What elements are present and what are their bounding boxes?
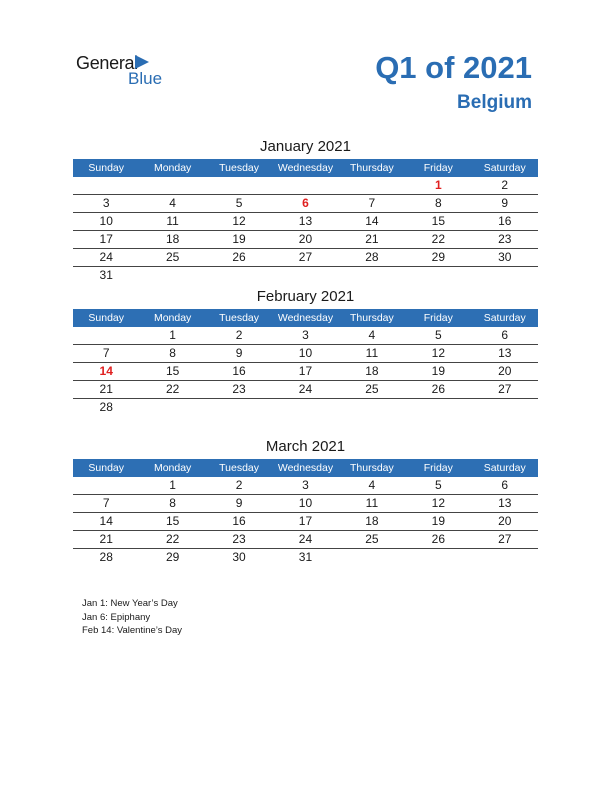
- day-cell: 4: [169, 196, 176, 210]
- empty-day-cell: [206, 399, 272, 416]
- day-cell: 1: [434, 178, 442, 192]
- day-cell: 2: [235, 478, 243, 492]
- day-cell: 9: [235, 496, 243, 510]
- week-rows: [73, 327, 538, 416]
- day-cell: 13: [298, 214, 313, 228]
- weekday-label: Friday: [423, 312, 453, 324]
- day-cell: 19: [431, 364, 445, 378]
- day-cell: 13: [498, 346, 512, 360]
- day-cell: 7: [102, 496, 110, 510]
- empty-day-cell: [405, 549, 471, 566]
- week-row: [73, 213, 538, 231]
- day-cell: 27: [498, 532, 512, 546]
- day-cell: 14: [365, 214, 379, 228]
- weekday-label: Sunday: [88, 462, 125, 474]
- day-cell: 8: [169, 346, 176, 360]
- day-cell: 10: [298, 346, 313, 360]
- week-rows: [73, 477, 538, 566]
- day-cell: 16: [498, 214, 512, 228]
- month-march: [73, 436, 538, 566]
- weekday-label: Monday: [153, 462, 192, 474]
- day-cell: 17: [99, 232, 113, 246]
- weekday-label: Friday: [423, 462, 453, 474]
- day-cell: 30: [498, 250, 512, 264]
- empty-day-cell: [472, 399, 538, 416]
- day-cell: 15: [165, 514, 180, 528]
- day-cell: 24: [298, 532, 313, 546]
- empty-day-cell: [206, 267, 272, 284]
- day-cell: 8: [169, 496, 176, 510]
- day-cell: 11: [365, 346, 379, 360]
- logo-triangle-icon: [135, 55, 149, 69]
- day-cell: 5: [235, 196, 243, 210]
- month-title: January 2021: [260, 138, 351, 155]
- weekday-label: Wednesday: [277, 162, 334, 174]
- empty-day-cell: [272, 267, 338, 284]
- month-january: [73, 136, 538, 284]
- logo-text-blue: Blue: [128, 69, 163, 88]
- week-row: [73, 267, 538, 284]
- day-cell: 9: [501, 196, 509, 210]
- day-cell: 4: [368, 478, 376, 492]
- empty-day-cell: [339, 177, 405, 194]
- day-cell: 23: [232, 382, 246, 396]
- brand-logo: [76, 52, 176, 92]
- day-cell: 24: [99, 250, 113, 264]
- empty-day-cell: [405, 267, 471, 284]
- day-cell: 19: [431, 514, 445, 528]
- day-cell: 26: [431, 532, 445, 546]
- week-row: [73, 249, 538, 267]
- day-cell: 15: [431, 214, 445, 228]
- day-cell: 28: [99, 400, 113, 414]
- empty-day-cell: [472, 267, 538, 284]
- weekday-label: Thursday: [350, 312, 394, 324]
- day-cell: 2: [235, 328, 243, 342]
- day-cell: 7: [368, 196, 376, 210]
- day-cell: 20: [498, 364, 512, 378]
- day-cell: 7: [102, 346, 110, 360]
- day-cell: 17: [298, 364, 313, 378]
- empty-day-cell: [339, 267, 405, 284]
- day-cell: 25: [365, 382, 379, 396]
- day-cell: 1: [169, 328, 176, 342]
- weekday-label: Sunday: [88, 312, 125, 324]
- page-title: Q1 of 2021: [375, 50, 532, 85]
- weekday-label: Thursday: [350, 162, 394, 174]
- holiday-item: Jan 6: Epiphany: [82, 611, 151, 623]
- day-cell: 21: [99, 532, 113, 546]
- weekday-label: Saturday: [483, 162, 526, 174]
- empty-day-cell: [73, 327, 139, 344]
- day-cell: 5: [434, 478, 442, 492]
- day-cell: 25: [165, 250, 180, 264]
- week-row: [73, 195, 538, 213]
- week-row: [73, 231, 538, 249]
- empty-day-cell: [339, 549, 405, 566]
- day-cell: 21: [365, 232, 379, 246]
- day-cell: 18: [165, 232, 180, 246]
- empty-day-cell: [272, 399, 338, 416]
- weekday-label: Saturday: [483, 312, 526, 324]
- week-row: [73, 531, 538, 549]
- day-cell: 12: [431, 346, 445, 360]
- day-cell: 1: [169, 478, 176, 492]
- empty-day-cell: [272, 177, 338, 194]
- week-row: [73, 327, 538, 345]
- day-cell: 22: [165, 382, 180, 396]
- day-cell: 29: [165, 550, 180, 564]
- month-february: [73, 286, 538, 416]
- week-rows: [73, 177, 538, 284]
- weekday-header: [73, 459, 538, 477]
- day-cell: 10: [298, 496, 313, 510]
- day-cell: 19: [232, 232, 246, 246]
- day-cell: 18: [365, 514, 379, 528]
- day-cell: 22: [431, 232, 445, 246]
- week-row: [73, 399, 538, 416]
- day-cell: 3: [102, 196, 110, 210]
- empty-day-cell: [73, 477, 139, 494]
- day-cell: 16: [232, 514, 246, 528]
- day-cell: 2: [501, 178, 509, 192]
- day-cell: 11: [365, 496, 379, 510]
- weekday-header: [73, 309, 538, 327]
- week-row: [73, 345, 538, 363]
- empty-day-cell: [405, 399, 471, 416]
- empty-day-cell: [472, 549, 538, 566]
- week-row: [73, 381, 538, 399]
- day-cell: 6: [501, 478, 509, 492]
- weekday-label: Monday: [153, 162, 192, 174]
- day-cell: 12: [232, 214, 246, 228]
- weekday-label: Wednesday: [277, 462, 334, 474]
- weekday-label: Sunday: [88, 162, 125, 174]
- week-row: [73, 177, 538, 195]
- day-cell: 6: [501, 328, 509, 342]
- day-cell: 27: [498, 382, 512, 396]
- holiday-item: Feb 14: Valentine’s Day: [82, 625, 182, 636]
- day-cell: 3: [302, 328, 309, 342]
- day-cell: 9: [235, 346, 243, 360]
- country-name: Belgium: [457, 92, 532, 113]
- day-cell: 26: [232, 250, 246, 264]
- day-cell: 18: [365, 364, 379, 378]
- day-cell: 11: [166, 214, 179, 228]
- day-cell: 14: [99, 514, 113, 528]
- day-cell: 31: [99, 268, 113, 282]
- day-cell: 22: [165, 532, 180, 546]
- weekday-header: [73, 159, 538, 177]
- day-cell: 10: [99, 214, 113, 228]
- week-row: [73, 363, 538, 381]
- day-cell: 13: [498, 496, 512, 510]
- day-cell: 16: [232, 364, 246, 378]
- empty-day-cell: [206, 177, 272, 194]
- weekday-label: Tuesday: [219, 462, 259, 474]
- day-cell: 21: [99, 382, 113, 396]
- day-cell: 17: [298, 514, 313, 528]
- day-cell: 3: [302, 478, 309, 492]
- empty-day-cell: [139, 177, 205, 194]
- day-cell: 25: [365, 532, 379, 546]
- weekday-label: Monday: [153, 312, 192, 324]
- month-title: February 2021: [256, 288, 355, 305]
- day-cell: 23: [498, 232, 512, 246]
- day-cell: 12: [431, 496, 445, 510]
- day-cell: 20: [498, 514, 512, 528]
- day-cell: 23: [232, 532, 246, 546]
- day-cell: 27: [298, 250, 313, 264]
- day-cell: 5: [434, 328, 442, 342]
- weekday-label: Friday: [423, 162, 453, 174]
- day-cell: 14: [99, 364, 113, 378]
- holiday-list: [82, 597, 182, 638]
- day-cell: 30: [232, 550, 246, 564]
- day-cell: 28: [99, 550, 113, 564]
- empty-day-cell: [139, 399, 205, 416]
- logo-text-general: General: [76, 53, 138, 73]
- week-row: [73, 549, 538, 566]
- day-cell: 24: [298, 382, 313, 396]
- day-cell: 4: [368, 328, 376, 342]
- month-title: March 2021: [265, 438, 346, 455]
- day-cell: 6: [302, 196, 309, 210]
- empty-day-cell: [339, 399, 405, 416]
- holiday-item: Jan 1: New Year’s Day: [82, 598, 178, 609]
- weekday-label: Wednesday: [277, 312, 334, 324]
- day-cell: 20: [298, 232, 313, 246]
- empty-day-cell: [139, 267, 205, 284]
- weekday-label: Tuesday: [219, 312, 259, 324]
- weekday-label: Saturday: [483, 462, 526, 474]
- weekday-label: Tuesday: [219, 162, 259, 174]
- day-cell: 28: [365, 250, 379, 264]
- day-cell: 8: [434, 196, 442, 210]
- day-cell: 26: [431, 382, 445, 396]
- day-cell: 15: [165, 364, 180, 378]
- empty-day-cell: [73, 177, 139, 194]
- week-row: [73, 477, 538, 495]
- week-row: [73, 495, 538, 513]
- day-cell: 29: [431, 250, 445, 264]
- day-cell: 31: [298, 550, 313, 564]
- week-row: [73, 513, 538, 531]
- weekday-label: Thursday: [350, 462, 394, 474]
